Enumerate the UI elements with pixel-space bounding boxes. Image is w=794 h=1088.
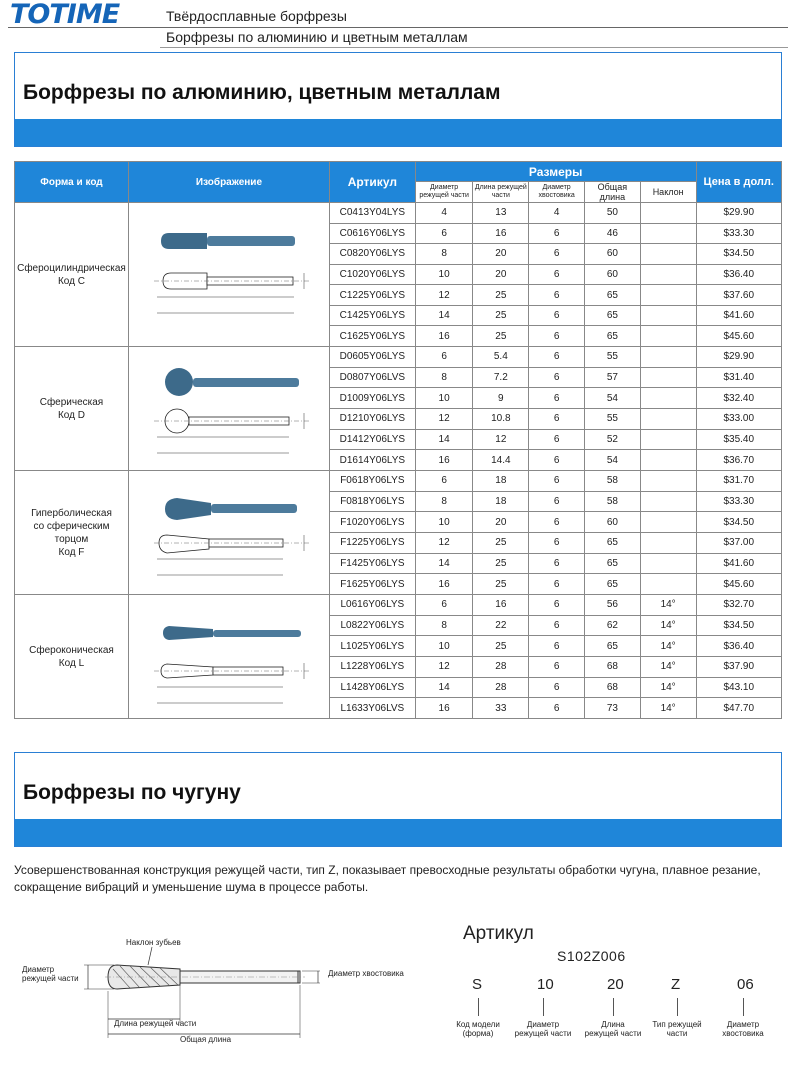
- d2-cell: 6: [529, 615, 585, 636]
- l2-cell: 7.2: [473, 367, 529, 388]
- price-cell: $34.50: [696, 615, 782, 636]
- price-cell: $41.60: [696, 305, 782, 326]
- price-cell: $29.90: [696, 203, 782, 224]
- burr-image-cell: [128, 203, 329, 347]
- angle-cell: [640, 532, 696, 553]
- article-cell: D0807Y06LVS: [329, 367, 415, 388]
- d2-cell: 6: [529, 264, 585, 285]
- shape-name-cell: [15, 203, 129, 347]
- col-header-image: Изображение: [128, 162, 329, 203]
- article-cell: F0818Y06LYS: [329, 491, 415, 512]
- d1-cell: 12: [415, 408, 473, 429]
- l2-cell: 18: [473, 471, 529, 492]
- d1-cell: 14: [415, 677, 473, 698]
- d1-cell: 8: [415, 244, 473, 265]
- col-header-d1: Диаметр режущей части: [415, 182, 473, 203]
- d2-cell: 6: [529, 636, 585, 657]
- d2-cell: 6: [529, 347, 585, 368]
- d2-cell: 6: [529, 408, 585, 429]
- col-header-l1: Общая длина: [585, 182, 641, 203]
- l2-cell: 12: [473, 429, 529, 450]
- article-cell: D1210Y06LYS: [329, 408, 415, 429]
- label-cut-length: Длина режущей части: [114, 1019, 197, 1028]
- l2-cell: 9: [473, 388, 529, 409]
- price-cell: $32.40: [696, 388, 782, 409]
- article-cell: F1425Y06LYS: [329, 553, 415, 574]
- code-segment: 20: [607, 976, 624, 993]
- section2-description: Усовершенствованная конструкция режущей части, тип Z, показывает превосходные результаты обработки чугуна, плавное резание, сокращение вибраций и уменьшение шума в процессе работы.: [14, 863, 761, 894]
- l1-cell: 73: [585, 698, 641, 719]
- l1-cell: 65: [585, 553, 641, 574]
- l1-cell: 62: [585, 615, 641, 636]
- label-cut-diameter-1: Диаметр: [22, 965, 55, 974]
- section1-banner: [14, 52, 782, 147]
- angle-cell: [640, 264, 696, 285]
- d1-cell: 14: [415, 429, 473, 450]
- price-cell: $37.90: [696, 656, 782, 677]
- price-cell: $29.90: [696, 347, 782, 368]
- article-example: S102Z006: [557, 948, 626, 964]
- price-cell: $41.60: [696, 553, 782, 574]
- code-label-line: Длина: [601, 1020, 625, 1029]
- d2-cell: 6: [529, 471, 585, 492]
- code-segment: 06: [737, 976, 754, 993]
- code-connector: [677, 998, 678, 1016]
- d2-cell: 6: [529, 574, 585, 595]
- l1-cell: 65: [585, 305, 641, 326]
- code-label-line: Диаметр: [726, 1020, 760, 1029]
- d1-cell: 16: [415, 326, 473, 347]
- d2-cell: 6: [529, 285, 585, 306]
- shape-name-line: Сфероцилиндрическая: [17, 262, 126, 274]
- l1-cell: 55: [585, 408, 641, 429]
- article-cell: C1625Y06LYS: [329, 326, 415, 347]
- d1-cell: 14: [415, 553, 473, 574]
- section2-title: Борфрезы по чугуну: [15, 753, 781, 819]
- d1-cell: 6: [415, 347, 473, 368]
- angle-cell: [640, 429, 696, 450]
- burr-image: [129, 595, 329, 715]
- l1-cell: 46: [585, 223, 641, 244]
- price-cell: $43.10: [696, 677, 782, 698]
- code-label-line: Диаметр: [526, 1020, 560, 1029]
- price-cell: $45.60: [696, 326, 782, 347]
- article-cell: C1020Y06LYS: [329, 264, 415, 285]
- l1-cell: 60: [585, 264, 641, 285]
- article-cell: C1225Y06LYS: [329, 285, 415, 306]
- l1-cell: 60: [585, 512, 641, 533]
- burr-photo: [161, 233, 295, 249]
- code-label-line: части: [666, 1029, 688, 1038]
- article-cell: C0616Y06LYS: [329, 223, 415, 244]
- article-cell: F1225Y06LYS: [329, 532, 415, 553]
- shape-name-line: Сфероконическая: [29, 644, 114, 656]
- burr-photo: [165, 368, 299, 396]
- article-cell: L0616Y06LYS: [329, 595, 415, 616]
- d1-cell: 8: [415, 367, 473, 388]
- l1-cell: 55: [585, 347, 641, 368]
- col-header-article: Артикул: [329, 162, 415, 203]
- angle-cell: [640, 408, 696, 429]
- burr-image-cell: [128, 347, 329, 471]
- l1-cell: 56: [585, 595, 641, 616]
- burr-drawing: [154, 535, 309, 575]
- l1-cell: 54: [585, 388, 641, 409]
- price-cell: $34.50: [696, 244, 782, 265]
- shape-name-cell: [15, 471, 129, 595]
- l1-cell: 52: [585, 429, 641, 450]
- l2-cell: 25: [473, 305, 529, 326]
- l2-cell: 14.4: [473, 450, 529, 471]
- d2-cell: 4: [529, 203, 585, 224]
- l1-cell: 65: [585, 326, 641, 347]
- l1-cell: 50: [585, 203, 641, 224]
- l2-cell: 20: [473, 264, 529, 285]
- l1-cell: 65: [585, 574, 641, 595]
- code-label-line: Код модели: [456, 1020, 500, 1029]
- angle-cell: [640, 285, 696, 306]
- angle-cell: 14°: [640, 595, 696, 616]
- angle-cell: [640, 223, 696, 244]
- code-segment: 10: [537, 976, 554, 993]
- article-cell: D1614Y06LYS: [329, 450, 415, 471]
- shape-name-line: со сферическим: [33, 520, 110, 532]
- l1-cell: 58: [585, 471, 641, 492]
- code-segment-label: [703, 1020, 783, 1038]
- d2-cell: 6: [529, 429, 585, 450]
- article-cell: L1633Y06LVS: [329, 698, 415, 719]
- angle-cell: [640, 305, 696, 326]
- l2-cell: 28: [473, 677, 529, 698]
- d1-cell: 10: [415, 636, 473, 657]
- angle-cell: 14°: [640, 677, 696, 698]
- l2-cell: 16: [473, 223, 529, 244]
- price-cell: $33.30: [696, 491, 782, 512]
- shape-name-line: Сферическая: [39, 396, 104, 408]
- label-total-length: Общая длина: [180, 1035, 232, 1044]
- shape-name-cell: [15, 347, 129, 471]
- col-header-d2: Диаметр хвостовика: [529, 182, 585, 203]
- header-divider: [8, 27, 788, 28]
- d2-cell: 6: [529, 244, 585, 265]
- shape-name-line: Код C: [57, 275, 85, 287]
- price-cell: $33.00: [696, 408, 782, 429]
- burr-image-cell: [128, 471, 329, 595]
- shape-name-line: Код D: [57, 409, 85, 421]
- l2-cell: 33: [473, 698, 529, 719]
- article-cell: F0618Y06LYS: [329, 471, 415, 492]
- d1-cell: 16: [415, 574, 473, 595]
- d2-cell: 6: [529, 595, 585, 616]
- d1-cell: 6: [415, 223, 473, 244]
- l2-cell: 20: [473, 244, 529, 265]
- label-tooth-angle: Наклон зубьев: [126, 938, 181, 947]
- d1-cell: 12: [415, 285, 473, 306]
- d1-cell: 12: [415, 532, 473, 553]
- angle-cell: 14°: [640, 636, 696, 657]
- l2-cell: 25: [473, 285, 529, 306]
- code-segment: Z: [671, 976, 681, 993]
- article-cell: F1625Y06LYS: [329, 574, 415, 595]
- l1-cell: 54: [585, 450, 641, 471]
- col-header-angle: Наклон: [640, 182, 696, 203]
- table-row: [15, 595, 782, 616]
- article-cell: L0822Y06LYS: [329, 615, 415, 636]
- d1-cell: 10: [415, 512, 473, 533]
- code-connector: [478, 998, 479, 1016]
- code-label-line: хвостовика: [722, 1029, 764, 1038]
- price-cell: $35.40: [696, 429, 782, 450]
- article-cell: C0820Y06LYS: [329, 244, 415, 265]
- burr-photo: [163, 626, 301, 640]
- d2-cell: 6: [529, 656, 585, 677]
- l2-cell: 13: [473, 203, 529, 224]
- l2-cell: 10.8: [473, 408, 529, 429]
- code-connector: [543, 998, 544, 1016]
- angle-cell: 14°: [640, 698, 696, 719]
- l1-cell: 57: [585, 367, 641, 388]
- label-shank-diameter: Диаметр хвостовика: [328, 969, 404, 978]
- d1-cell: 8: [415, 615, 473, 636]
- price-cell: $36.40: [696, 264, 782, 285]
- banner-band: [15, 119, 781, 146]
- d2-cell: 6: [529, 367, 585, 388]
- burr-photo: [165, 498, 297, 520]
- article-cell: C0413Y04LYS: [329, 203, 415, 224]
- table-row: [15, 471, 782, 492]
- l1-cell: 65: [585, 636, 641, 657]
- article-cell: F1020Y06LYS: [329, 512, 415, 533]
- code-label-line: режущей части: [514, 1029, 572, 1038]
- d1-cell: 16: [415, 698, 473, 719]
- angle-cell: [640, 326, 696, 347]
- price-cell: $37.60: [696, 285, 782, 306]
- price-cell: $31.40: [696, 367, 782, 388]
- d2-cell: 6: [529, 512, 585, 533]
- angle-cell: 14°: [640, 656, 696, 677]
- d2-cell: 6: [529, 305, 585, 326]
- col-header-sizes: Размеры: [415, 162, 696, 182]
- angle-cell: [640, 367, 696, 388]
- l2-cell: 22: [473, 615, 529, 636]
- l2-cell: 5.4: [473, 347, 529, 368]
- article-cell: C1425Y06LYS: [329, 305, 415, 326]
- angle-cell: [640, 347, 696, 368]
- burr-diagram: [80, 935, 320, 1050]
- l2-cell: 18: [473, 491, 529, 512]
- d2-cell: 6: [529, 553, 585, 574]
- article-cell: D1009Y06LYS: [329, 388, 415, 409]
- shape-name-cell: [15, 595, 129, 719]
- d1-cell: 12: [415, 656, 473, 677]
- price-cell: $32.70: [696, 595, 782, 616]
- price-cell: $36.40: [696, 636, 782, 657]
- burr-image: [129, 203, 329, 343]
- d2-cell: 6: [529, 698, 585, 719]
- burr-image-cell: [128, 595, 329, 719]
- l1-cell: 68: [585, 656, 641, 677]
- l2-cell: 25: [473, 553, 529, 574]
- d1-cell: 8: [415, 491, 473, 512]
- code-segment-label: [503, 1020, 583, 1038]
- l2-cell: 25: [473, 636, 529, 657]
- d1-cell: 10: [415, 264, 473, 285]
- product-table: [14, 161, 782, 719]
- table-row: [15, 347, 782, 368]
- price-cell: $34.50: [696, 512, 782, 533]
- d1-cell: 6: [415, 471, 473, 492]
- burr-image: [129, 471, 329, 591]
- article-cell: L1428Y06LYS: [329, 677, 415, 698]
- l2-cell: 25: [473, 574, 529, 595]
- price-cell: $36.70: [696, 450, 782, 471]
- col-header-price: Цена в долл.: [696, 162, 782, 203]
- col-header-form: Форма и код: [15, 162, 129, 203]
- code-connector: [743, 998, 744, 1016]
- d2-cell: 6: [529, 491, 585, 512]
- angle-cell: [640, 450, 696, 471]
- d2-cell: 6: [529, 532, 585, 553]
- article-cell: L1025Y06LYS: [329, 636, 415, 657]
- angle-cell: [640, 491, 696, 512]
- l1-cell: 58: [585, 491, 641, 512]
- code-label-line: (форма): [462, 1029, 494, 1038]
- shape-name-line: торцом: [54, 533, 89, 545]
- angle-cell: [640, 203, 696, 224]
- l1-cell: 65: [585, 285, 641, 306]
- price-cell: $33.30: [696, 223, 782, 244]
- angle-cell: [640, 471, 696, 492]
- d2-cell: 6: [529, 223, 585, 244]
- table-row: [15, 203, 782, 224]
- angle-cell: 14°: [640, 615, 696, 636]
- d2-cell: 6: [529, 450, 585, 471]
- article-cell: D1412Y06LYS: [329, 429, 415, 450]
- burr-drawing: [154, 273, 309, 313]
- d1-cell: 10: [415, 388, 473, 409]
- shape-name-line: Код L: [58, 657, 85, 669]
- header-divider-2: [160, 47, 788, 48]
- l2-cell: 16: [473, 595, 529, 616]
- section2-banner: [14, 752, 782, 847]
- code-segment: S: [472, 976, 483, 993]
- d2-cell: 6: [529, 326, 585, 347]
- l2-cell: 25: [473, 532, 529, 553]
- article-title: Артикул: [463, 923, 534, 944]
- angle-cell: [640, 553, 696, 574]
- article-cell: D0605Y06LYS: [329, 347, 415, 368]
- angle-cell: [640, 574, 696, 595]
- col-header-l2: Длина режущей части: [473, 182, 529, 203]
- l1-cell: 65: [585, 532, 641, 553]
- angle-cell: [640, 388, 696, 409]
- l1-cell: 68: [585, 677, 641, 698]
- label-cut-diameter-2: режущей части: [22, 974, 79, 983]
- brand-logo: TOTIME: [10, 0, 120, 30]
- burr-drawing: [154, 663, 309, 703]
- l1-cell: 60: [585, 244, 641, 265]
- l2-cell: 28: [473, 656, 529, 677]
- d1-cell: 4: [415, 203, 473, 224]
- burr-drawing: [154, 409, 309, 453]
- angle-cell: [640, 512, 696, 533]
- page-header: [0, 0, 794, 48]
- shape-name-line: Код F: [58, 546, 85, 558]
- d2-cell: 6: [529, 388, 585, 409]
- price-cell: $47.70: [696, 698, 782, 719]
- burr-drawing: [105, 965, 305, 989]
- price-cell: $31.70: [696, 471, 782, 492]
- l2-cell: 25: [473, 326, 529, 347]
- d1-cell: 6: [415, 595, 473, 616]
- code-label-line: Тип режущей: [652, 1020, 702, 1029]
- price-cell: $37.00: [696, 532, 782, 553]
- shape-name-line: Гиперболическая: [31, 507, 112, 519]
- angle-cell: [640, 244, 696, 265]
- header-title: Твёрдосплавные борфрезы: [166, 8, 347, 24]
- price-cell: $45.60: [696, 574, 782, 595]
- article-cell: L1228Y06LYS: [329, 656, 415, 677]
- header-subtitle: Борфрезы по алюминию и цветным металлам: [166, 29, 468, 45]
- d1-cell: 14: [415, 305, 473, 326]
- code-label-line: режущей части: [584, 1029, 642, 1038]
- l2-cell: 20: [473, 512, 529, 533]
- d2-cell: 6: [529, 677, 585, 698]
- code-connector: [613, 998, 614, 1016]
- d1-cell: 16: [415, 450, 473, 471]
- banner-band: [15, 819, 781, 846]
- section1-title: Борфрезы по алюминию, цветным металлам: [15, 53, 781, 119]
- burr-image: [129, 347, 329, 467]
